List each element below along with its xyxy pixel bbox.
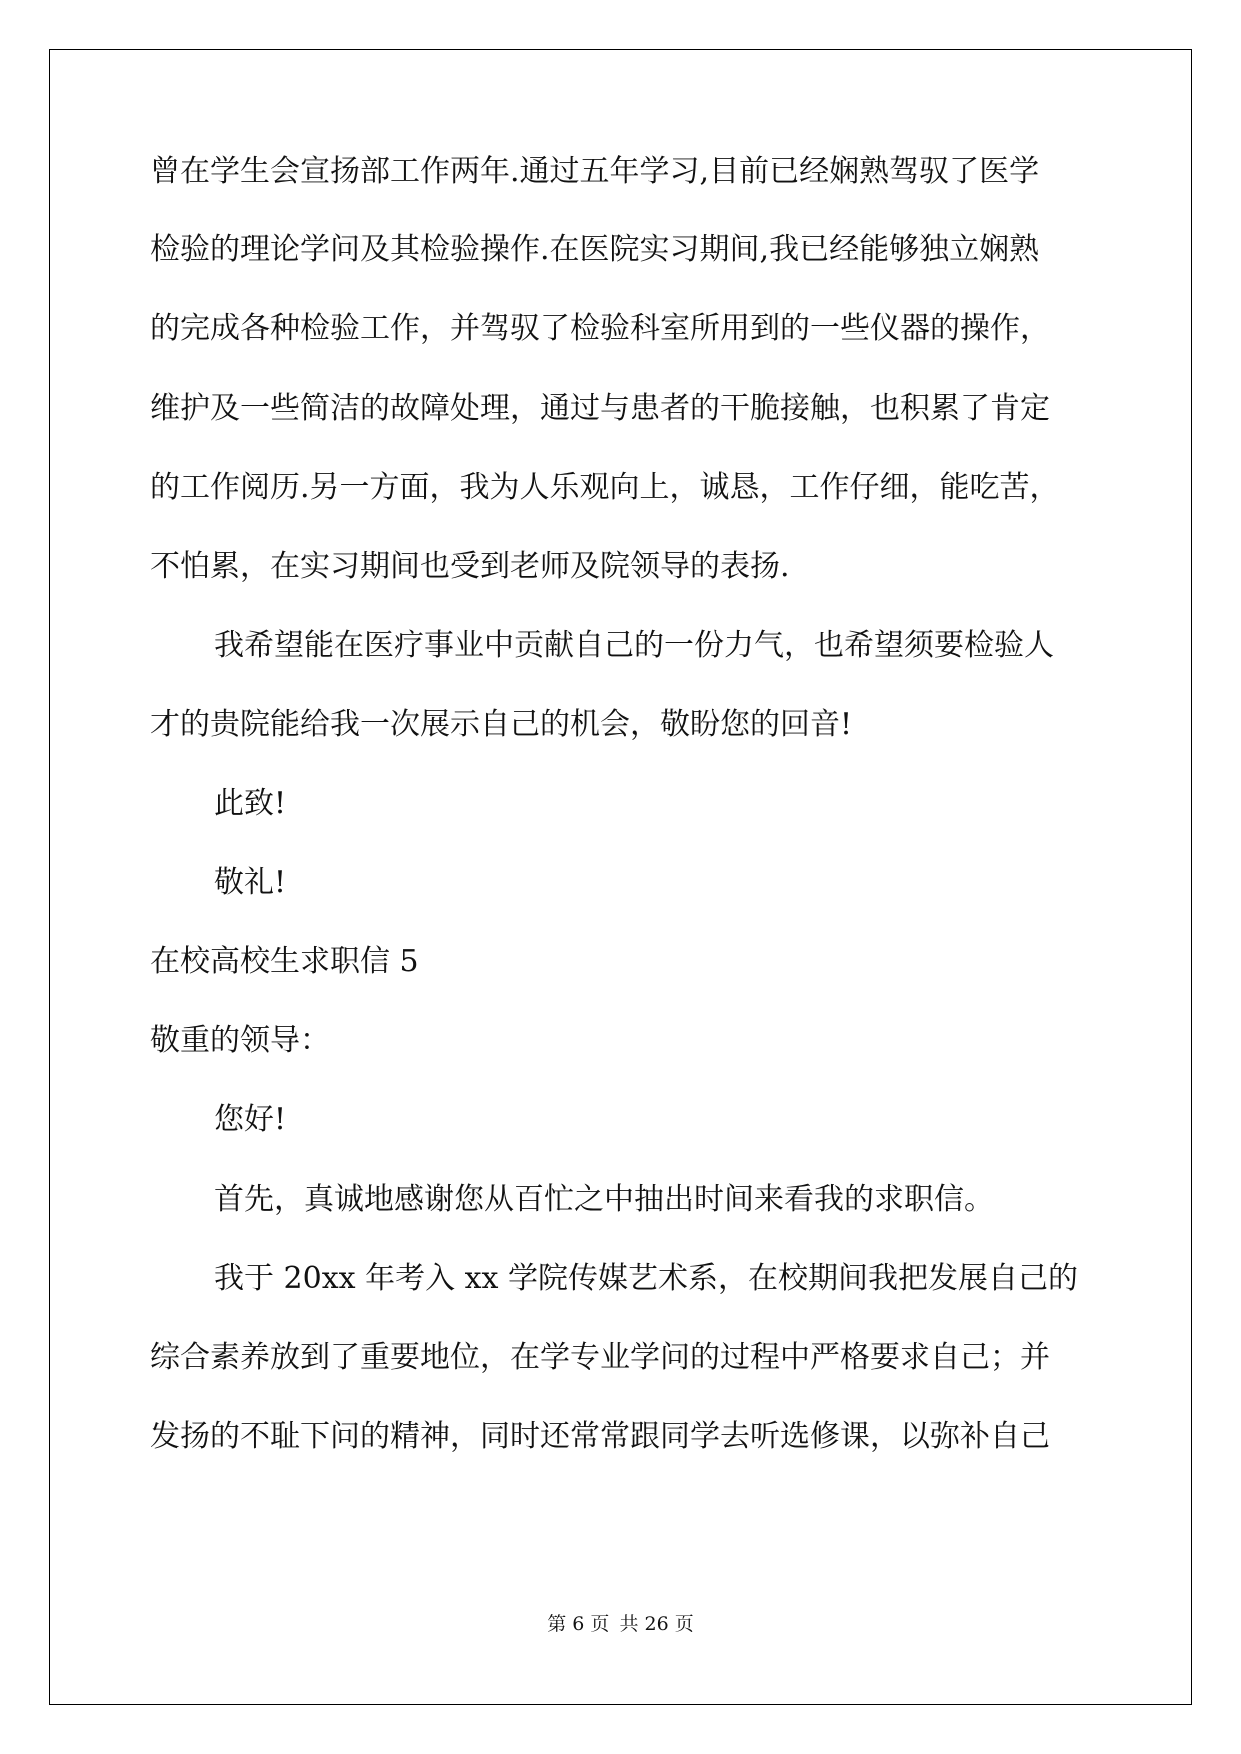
body-line: 不怕累，在实习期间也受到老师及院领导的表扬.: [150, 549, 790, 584]
greeting: 您好!: [214, 1102, 287, 1137]
body-line: 才的贵院能给我一次展示自己的机会，敬盼您的回音!: [150, 707, 853, 742]
body-line: 的完成各种检验工作，并驾驭了检验科室所用到的一些仪器的操作，: [150, 311, 1050, 346]
body-line: 的工作阅历.另一方面，我为人乐观向上，诚恳，工作仔细，能吃苦，: [150, 470, 1060, 505]
body-line: 首先，真诚地感谢您从百忙之中抽出时间来看我的求职信。: [214, 1182, 994, 1217]
body-line: 综合素养放到了重要地位，在学专业学问的过程中严格要求自己；并: [150, 1340, 1050, 1375]
body-line: 曾在学生会宣扬部工作两年.通过五年学习,目前已经娴熟驾驭了医学: [150, 154, 1040, 189]
body-line: 维护及一些简洁的故障处理，通过与患者的干脆接触，也积累了肯定: [150, 391, 1050, 426]
closing-line: 此致!: [214, 786, 287, 821]
section-heading: 在校高校生求职信 5: [150, 944, 419, 979]
body-line: 发扬的不耻下问的精神，同时还常常跟同学去听选修课，以弥补自己: [150, 1419, 1050, 1454]
page-total: 共 26 页: [619, 1613, 694, 1635]
closing-line: 敬礼!: [214, 865, 287, 900]
page-number: 第 6 页: [547, 1613, 610, 1635]
body-line: 我希望能在医疗事业中贡献自己的一份力气，也希望须要检验人: [214, 628, 1054, 663]
page-footer: [0, 1612, 1241, 1636]
body-line: 检验的理论学问及其检验操作.在医院实习期间,我已经能够独立娴熟: [150, 232, 1040, 267]
salutation: 敬重的领导：: [150, 1023, 330, 1058]
body-line: 我于 20xx 年考入 xx 学院传媒艺术系，在校期间我把发展自己的: [214, 1261, 1078, 1296]
